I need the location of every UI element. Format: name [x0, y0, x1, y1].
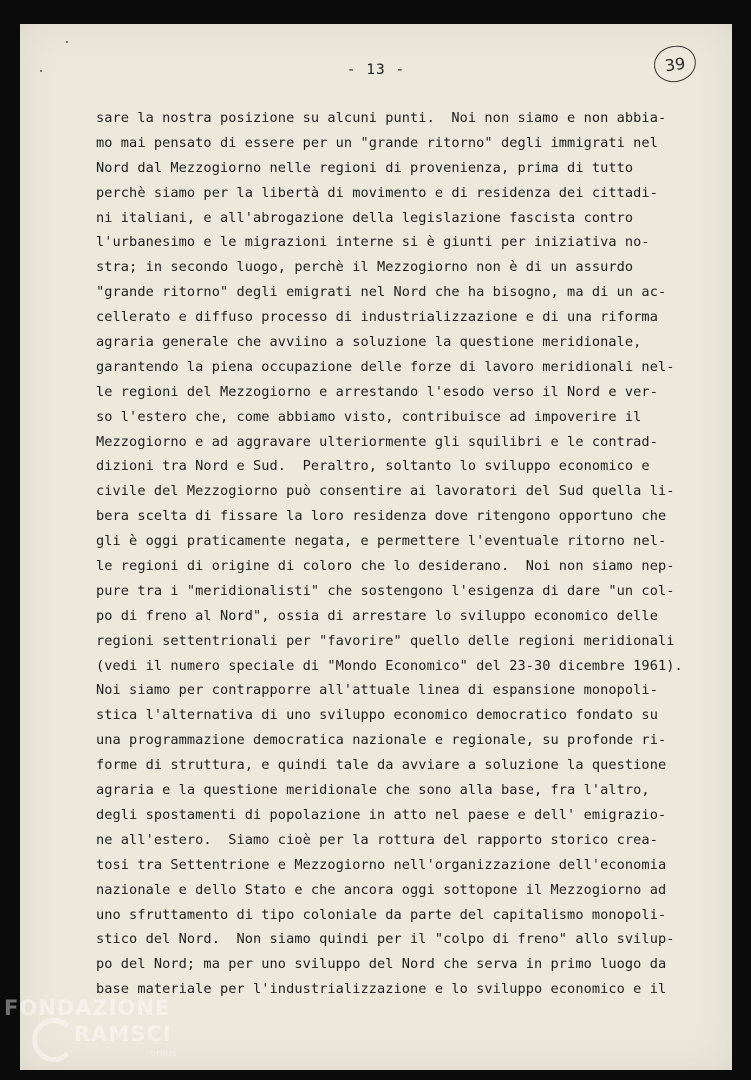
watermark-line1: FONDAZIONE	[4, 996, 171, 1020]
fondazione-gramsci-watermark	[4, 996, 194, 1080]
text-line: agraria generale che avviino a soluzione la questione meridionale,	[96, 334, 642, 351]
text-line: mo mai pensato di essere per un "grande ritorno" degli immigrati nel	[96, 134, 658, 151]
text-line: una programmazione democratica nazionale e regionale, su profonde ri-	[96, 732, 667, 749]
text-line: l'urbanesimo e le migrazioni interne si è giunti per iniziativa no-	[96, 234, 650, 251]
text-line: ne all'estero. Siamo cioè per la rottura del rapporto storico crea-	[96, 831, 658, 848]
text-line: po di freno al Nord", ossia di arrestare lo sviluppo economico delle	[96, 607, 658, 624]
body-text	[96, 106, 726, 1002]
text-line: Mezzogiorno e ad aggravare ulteriormente gli squilibri e le contrad-	[96, 433, 658, 450]
text-line: agraria e la questione meridionale che sono alla base, fra l'altro,	[96, 782, 650, 799]
text-line: sare la nostra posizione su alcuni punti. Noi non siamo e non abbia-	[96, 110, 667, 126]
text-line: ni italiani, e all'abrogazione della legislazione fascista contro	[96, 209, 634, 226]
text-line: po del Nord; ma per uno sviluppo del Nord che serva in primo luogo da	[96, 956, 667, 973]
text-line: Noi siamo per contrapporre all'attuale linea di espansione monopoli-	[96, 682, 658, 699]
text-line: "grande ritorno" degli emigrati nel Nord che ha bisogno, ma di un ac-	[96, 284, 667, 301]
text-line: uno sfruttamento di tipo coloniale da parte del capitalismo monopoli-	[96, 906, 667, 923]
text-line: so l'estero che, come abbiamo visto, contribuisce ad impoverire il	[96, 408, 642, 425]
text-line: tosi tra Settentrione e Mezzogiorno nell'organizzazione dell'economia	[96, 856, 667, 873]
text-line: gli è oggi praticamente negata, e permettere l'eventuale ritorno nel-	[96, 533, 667, 550]
text-line: nazionale e dello Stato e che ancora oggi sottopone il Mezzogiorno ad	[96, 881, 667, 898]
g-logo-icon	[32, 1018, 76, 1062]
page-number: - 13 -	[346, 62, 406, 78]
text-line: le regioni del Mezzogiorno e arrestando l'esodo verso il Nord e ver-	[96, 383, 658, 400]
text-line: degli spostamenti di popolazione in atto nel paese e dell' emigrazio-	[96, 806, 667, 823]
text-line: pure tra i "meridionalisti" che sostengono l'esigenza di dare "un col-	[96, 582, 675, 599]
text-line: stica l'alternativa di uno sviluppo economico democratico fondato su	[96, 707, 658, 724]
watermark-line2: RAMSCI	[74, 1022, 172, 1046]
text-line: cellerato e diffuso processo di industrializzazione e di una riforma	[96, 309, 658, 326]
text-line: (vedi il numero speciale di "Mondo Economico" del 23-30 dicembre 1961).	[96, 657, 683, 674]
text-line: regioni settentrionali per "favorire" quello delle regioni meridionali	[96, 632, 675, 649]
text-line: le regioni di origine di coloro che lo desiderano. Noi non siamo nep-	[96, 558, 675, 575]
text-line: dizioni tra Nord e Sud. Peraltro, soltanto lo sviluppo economico e	[96, 458, 650, 475]
folio-number: 39	[652, 43, 699, 84]
text-line: garantendo la piena occupazione delle forze di lavoro meridionali nel-	[96, 358, 675, 375]
text-line: base materiale per l'industrializzazione e lo sviluppo economico e il	[96, 981, 667, 998]
text-line: perchè siamo per la libertà di movimento e di residenza dei cittadi-	[96, 184, 658, 201]
text-line: forme di struttura, e quindi tale da avviare a soluzione la questione	[96, 757, 667, 774]
paper-speck	[66, 41, 68, 43]
text-line: bera scelta di fissare la loro residenza dove ritengono opportuno che	[96, 508, 667, 525]
text-line: Nord dal Mezzogiorno nelle regioni di provenienza, prima di tutto	[96, 159, 634, 176]
text-line: stra; in secondo luogo, perchè il Mezzogiorno non è di un assurdo	[96, 259, 634, 276]
text-line: stico del Nord. Non siamo quindi per il "colpo di freno" allo svilup-	[96, 931, 675, 948]
watermark-suffix: onlus	[150, 1048, 177, 1059]
text-line: civile del Mezzogiorno può consentire ai lavoratori del Sud quella li-	[96, 483, 675, 500]
document-page	[20, 24, 732, 1070]
